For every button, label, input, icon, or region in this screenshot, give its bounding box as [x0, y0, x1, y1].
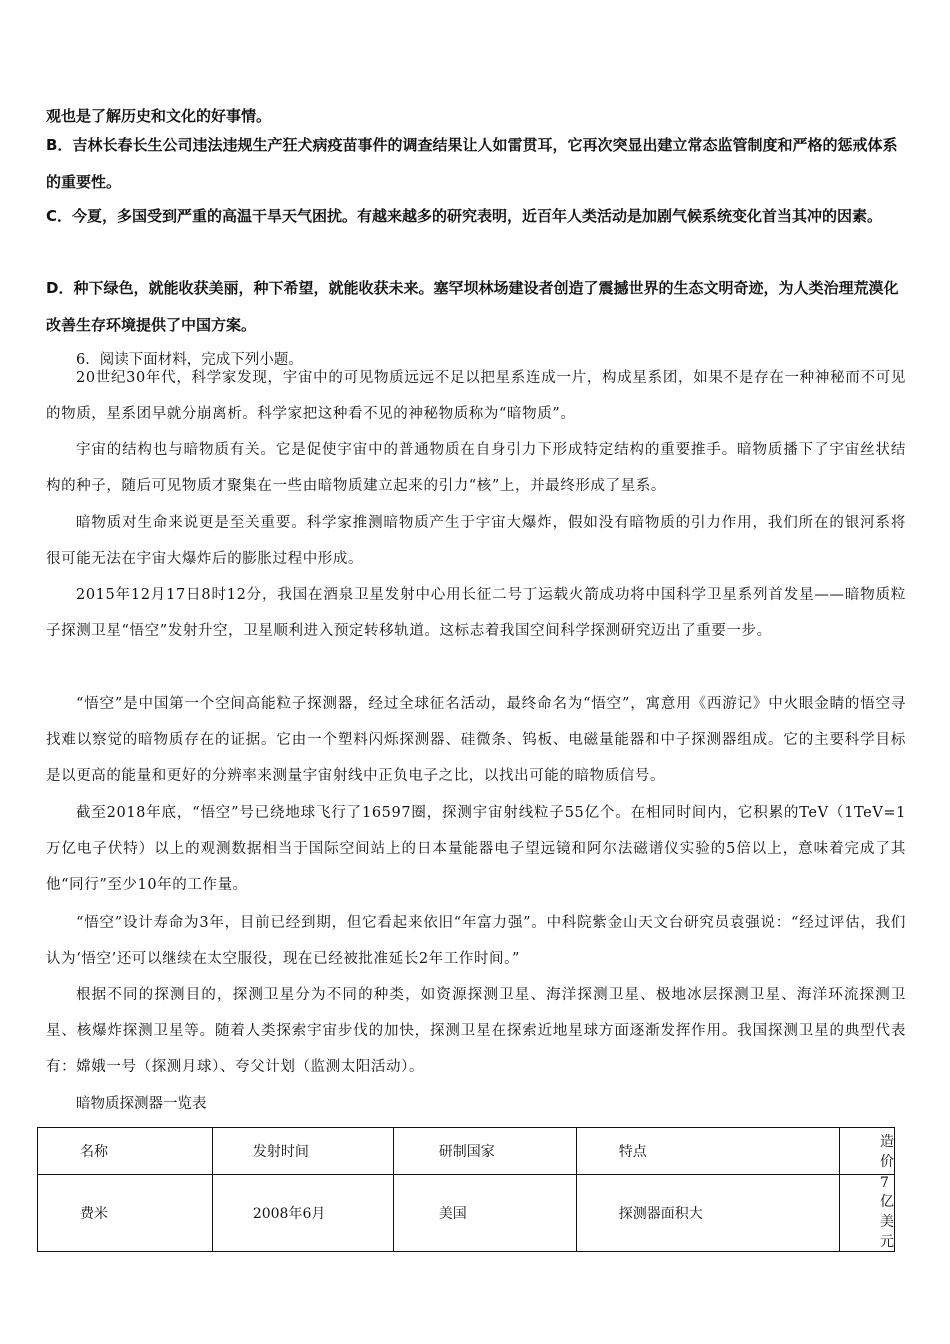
option-text: 种下绿色，就能收获美丽，种下希望，就能收获未来。塞罕坝林场建设者创造了震撼世界的生态文明奇迹，为人类治理荒漠化改善生存环境提供了中国方案。 [46, 279, 899, 334]
passage-paragraph: 2015年12月17日8时12分，我国在酒泉卫星发射中心用长征二号丁运载火箭成功将中国科学卫星系列首发星——暗物质粒子探测卫星“悟空”发射升空，卫星顺利进入预定转移轨道。这标志着我国空间科学探测研究迈出了重要一步。 [46, 587, 906, 639]
header-cell: 造价 [840, 1128, 895, 1175]
option-c [46, 198, 906, 235]
header-cell: 特点 [576, 1128, 839, 1175]
option-text: 今夏，多国受到严重的高温干旱天气困扰。有越来越多的研究表明，近百年人类活动是加剧气候系统变化首当其冲的因素。 [72, 207, 883, 225]
option-label: B． [46, 136, 73, 154]
passage-paragraph: “悟空”是中国第一个空间高能粒子探测器，经过全球征名活动，最终命名为“悟空”，寓意用《西游记》中火眼金睛的悟空寻找难以察觉的暗物质存在的证据。它由一个塑料闪烁探测器、硅微条、钨板、电磁量能器和中子探测器组成。它的主要科学目标是以更高的能量和更好的分辨率来测量宇宙射线中正负电子之比，以找出可能的暗物质信号。 [46, 696, 906, 784]
option-label: D． [46, 279, 74, 297]
table-caption: 暗物质探测器一览表 [76, 1096, 207, 1112]
option-text: 吉林长春长生公司违法违规生产狂犬病疫苗事件的调查结果让人如雷贯耳，它再次突显出建立常态监管制度和严格的惩戒体系的重要性。 [46, 136, 898, 191]
table-cell: 探测器面积大 [576, 1175, 839, 1252]
passage-paragraph: “悟空”设计寿命为3年，目前已经到期，但它看起来依旧“年富力强”。中科院紫金山天文台研究员袁强说：“经过评估，我们认为‘悟空’还可以继续在太空服役，现在已经被批准延长2年工作时间。” [46, 915, 906, 967]
option-d [46, 270, 906, 344]
option-text: 观也是了解历史和文化的好事情。 [46, 107, 272, 125]
detector-table [37, 1127, 895, 1252]
header-cell: 发射时间 [212, 1128, 393, 1175]
table-row [38, 1175, 895, 1252]
passage-paragraph: 根据不同的探测目的，探测卫星分为不同的种类，如资源探测卫星、海洋探测卫星、极地冰层探测卫星、海洋环流探测卫星、核爆炸探测卫星等。随着人类探索宇宙步伐的加快，探测卫星在探索近地星球方面逐渐发挥作用。我国探测卫星的典型代表有：嫦娥一号（探测月球）、夸父计划（监测太阳活动）。 [46, 987, 906, 1075]
table-cell: 美国 [393, 1175, 576, 1252]
option-b [46, 127, 906, 201]
table-cell: 2008年6月 [212, 1175, 393, 1252]
passage-paragraph: 暗物质对生命来说更是至关重要。科学家推测暗物质产生于宇宙大爆炸，假如没有暗物质的引力作用，我们所在的银河系将很可能无法在宇宙大爆炸后的膨胀过程中形成。 [46, 515, 906, 567]
table-header-row [38, 1128, 895, 1175]
passage-paragraph: 宇宙的结构也与暗物质有关。它是促使宇宙中的普通物质在自身引力下形成特定结构的重要推手。暗物质播下了宇宙丝状结构的种子，随后可见物质才聚集在一些由暗物质建立起来的引力“核”上，并最终形成了星系。 [46, 442, 906, 494]
question-prompt: 6．阅读下面材料，完成下列小题。 [76, 352, 303, 368]
option-label: C． [46, 207, 73, 225]
passage-paragraph: 20世纪30年代，科学家发现，宇宙中的可见物质远远不足以把星系连成一片，构成星系团，如果不是存在一种神秘而不可见的物质，星系团早就分崩离析。科学家把这种看不见的神秘物质称为“暗物质”。 [46, 370, 906, 422]
table-cell: 7亿美元 [840, 1175, 895, 1252]
header-cell: 名称 [38, 1128, 213, 1175]
passage-paragraph: 截至2018年底，“悟空”号已绕地球飞行了16597圈，探测宇宙射线粒子55亿个。在相同时间内，它积累的TeV（1TeV=1万亿电子伏特）以上的观测数据相当于国际空间站上的日本量能器电子望远镜和阿尔法磁谱仪实验的5倍以上，意味着完成了其他“同行”至少10年的工作量。 [46, 805, 906, 893]
header-cell: 研制国家 [393, 1128, 576, 1175]
table-cell: 费米 [38, 1175, 213, 1252]
